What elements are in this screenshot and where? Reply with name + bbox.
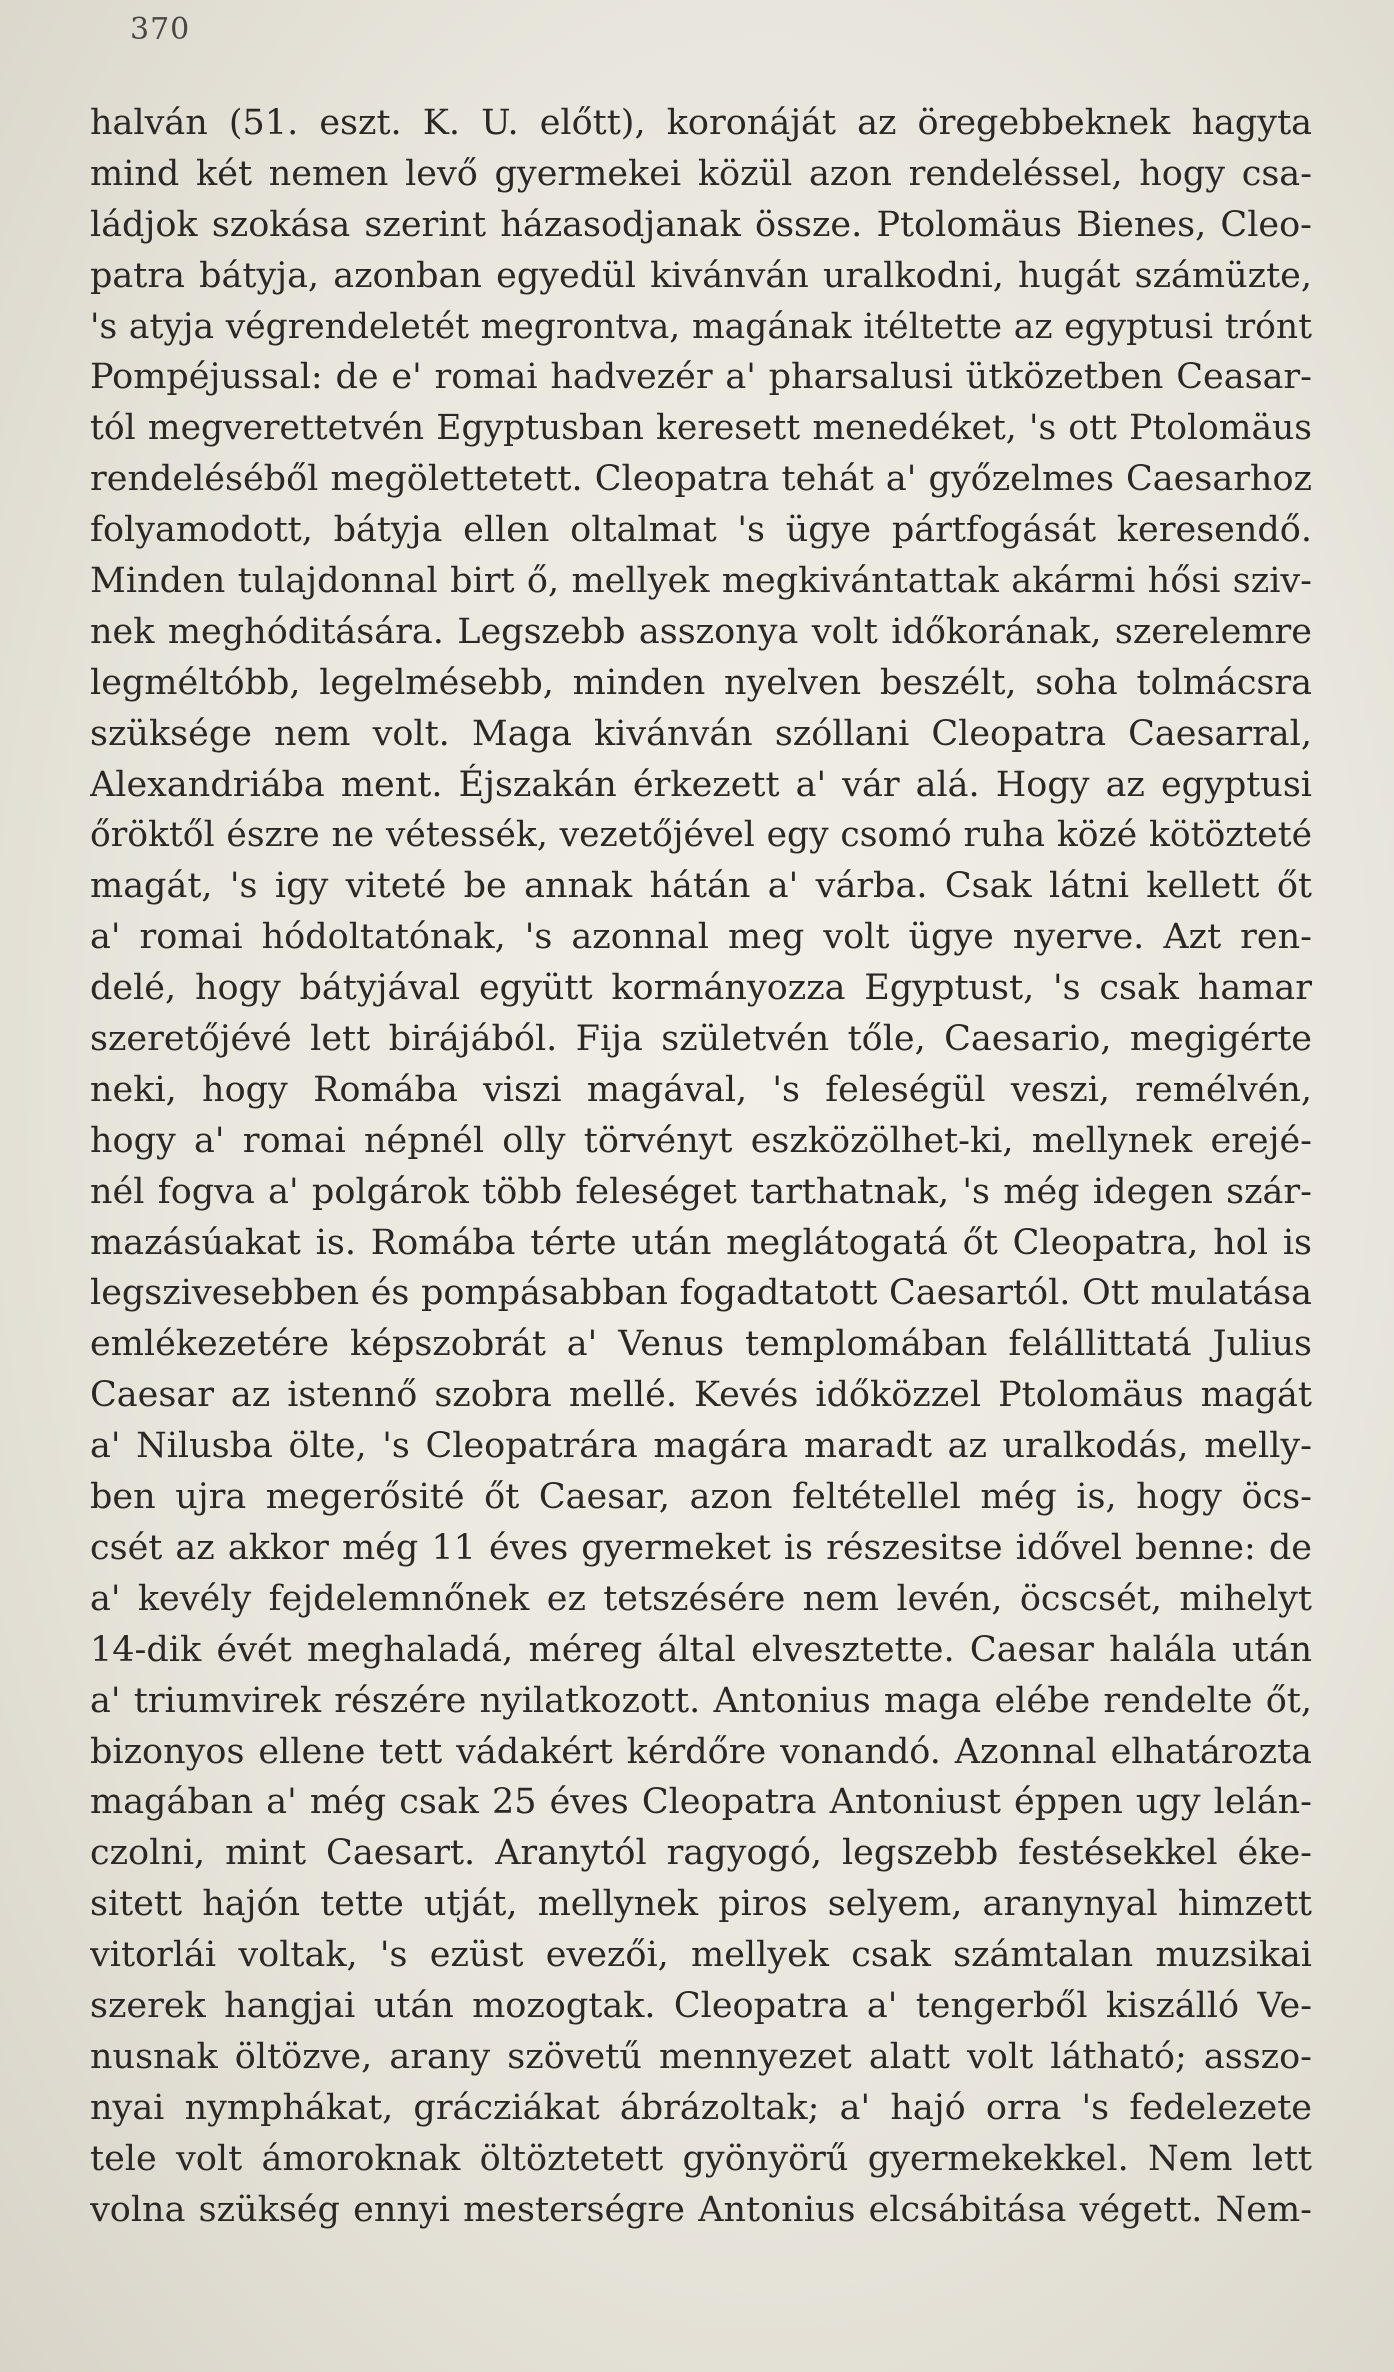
text-line: tól megverettetvén Egyptusban keresett menedéket, 's ott Ptolomäus [90,408,1312,449]
text-line: delé, hogy bátyjával együtt kormányozza Egyptust, 's csak hamar [90,968,1312,1009]
text-line: czolni, mint Caesart. Aranytól ragyogó, legszebb festésekkel éke- [90,1833,1312,1874]
text-line: Pompéjussal: de e' romai hadvezér a' pharsalusi ütközetben Ceasar- [90,357,1312,398]
text-line: ben ujra megerősité őt Caesar, azon feltétellel még is, hogy öcs- [90,1477,1312,1518]
text-line: 14-dik évét meghaladá, méreg által elvesztette. Caesar halála után [90,1629,1312,1670]
text-line: tele volt ámoroknak öltöztetett gyönyörű gyermekekkel. Nem lett [90,2138,1312,2179]
text-line: folyamodott, bátyja ellen oltalmat 's ügye pártfogását keresendő. [90,510,1312,551]
text-line: neki, hogy Romába viszi magával, 's feleségül veszi, remélvén, [90,1069,1312,1110]
text-line: bizonyos ellene tett vádakért kérdőre vonandó. Azonnal elhatározta [90,1731,1312,1772]
text-line: legméltóbb, legelmésebb, minden nyelven beszélt, soha tolmácsra [90,662,1312,703]
text-line: őröktől észre ne vétessék, vezetőjével egy csomó ruha közé kötözteté [90,815,1312,856]
text-line: szerek hangjai után mozogtak. Cleopatra a' tengerből kiszálló Ve- [90,1985,1312,2026]
text-line: mazásúakat is. Romába térte után meglátogatá őt Cleopatra, hol is [90,1222,1312,1263]
body-text [90,98,1312,2235]
text-line: hogy a' romai népnél olly törvényt eszközölhet-ki, mellynek erejé- [90,1120,1312,1161]
text-line: sitett hajón tette utját, mellynek piros selyem, aranynyal himzett [90,1884,1312,1925]
text-line: magát, 's igy viteté be annak hátán a' várba. Csak látni kellett őt [90,866,1312,907]
text-line: csét az akkor még 11 éves gyermeket is részesitse idővel benne: de [90,1527,1312,1568]
text-line: nek meghóditására. Legszebb asszonya volt időkorának, szerelemre [90,611,1312,652]
text-line: szeretőjévé lett birájából. Fija születvén tőle, Caesario, megigérte [90,1019,1312,1060]
text-line: nél fogva a' polgárok több feleséget tarthatnak, 's még idegen szár- [90,1171,1312,1212]
text-line: patra bátyja, azonban egyedül kivánván uralkodni, hugát számüzte, [90,255,1312,296]
text-line: a' kevély fejdelemnőnek ez tetszésére nem levén, öcscsét, mihelyt [90,1578,1312,1619]
text-line: a' triumvirek részére nyilatkozott. Antonius maga elébe rendelte őt, [90,1680,1312,1721]
text-line: volna szükség ennyi mesterségre Antonius elcsábitása végett. Nem- [90,2189,1312,2230]
text-line: magában a' még csak 25 éves Cleopatra Antoniust éppen ugy lelán- [90,1782,1312,1823]
page-number: 370 [130,12,191,47]
text-line: nyai nymphákat, grácziákat ábrázoltak; a' hajó orra 's fedelezete [90,2087,1312,2128]
text-line: rendeléséből megölettetett. Cleopatra tehát a' győzelmes Caesarhoz [90,459,1312,500]
text-line: ládjok szokása szerint házasodjanak össze. Ptolomäus Bienes, Cleo- [90,204,1312,245]
text-line: emlékezetére képszobrát a' Venus templomában felállittatá Julius [90,1324,1312,1365]
text-line: szüksége nem volt. Maga kivánván szóllani Cleopatra Caesarral, [90,713,1312,754]
text-line: halván (51. eszt. K. U. előtt), koronáját az öregebbeknek hagyta [90,103,1312,143]
text-line: Alexandriába ment. Éjszakán érkezett a' vár alá. Hogy az egyptusi [90,764,1312,805]
text-line: legszivesebben és pompásabban fogadtatott Caesartól. Ott mulatása [90,1273,1312,1314]
text-line: Minden tulajdonnal birt ő, mellyek megkivántattak akármi hősi sziv- [90,561,1312,602]
text-line: mind két nemen levő gyermekei közül azon rendeléssel, hogy csa- [90,153,1312,194]
text-line: Caesar az istennő szobra mellé. Kevés időközzel Ptolomäus magát [90,1375,1312,1416]
text-line: vitorlái voltak, 's ezüst evezői, mellyek csak számtalan muzsikai [90,1935,1312,1976]
text-line: a' romai hódoltatónak, 's azonnal meg volt ügye nyerve. Azt ren- [90,917,1312,958]
text-line: nusnak öltözve, arany szövetű mennyezet alatt volt látható; asszo- [90,2036,1312,2077]
text-line: 's atyja végrendeletét megrontva, magának itéltette az egyptusi trónt [90,306,1312,347]
text-line: a' Nilusba ölte, 's Cleopatrára magára maradt az uralkodás, melly- [90,1426,1312,1467]
